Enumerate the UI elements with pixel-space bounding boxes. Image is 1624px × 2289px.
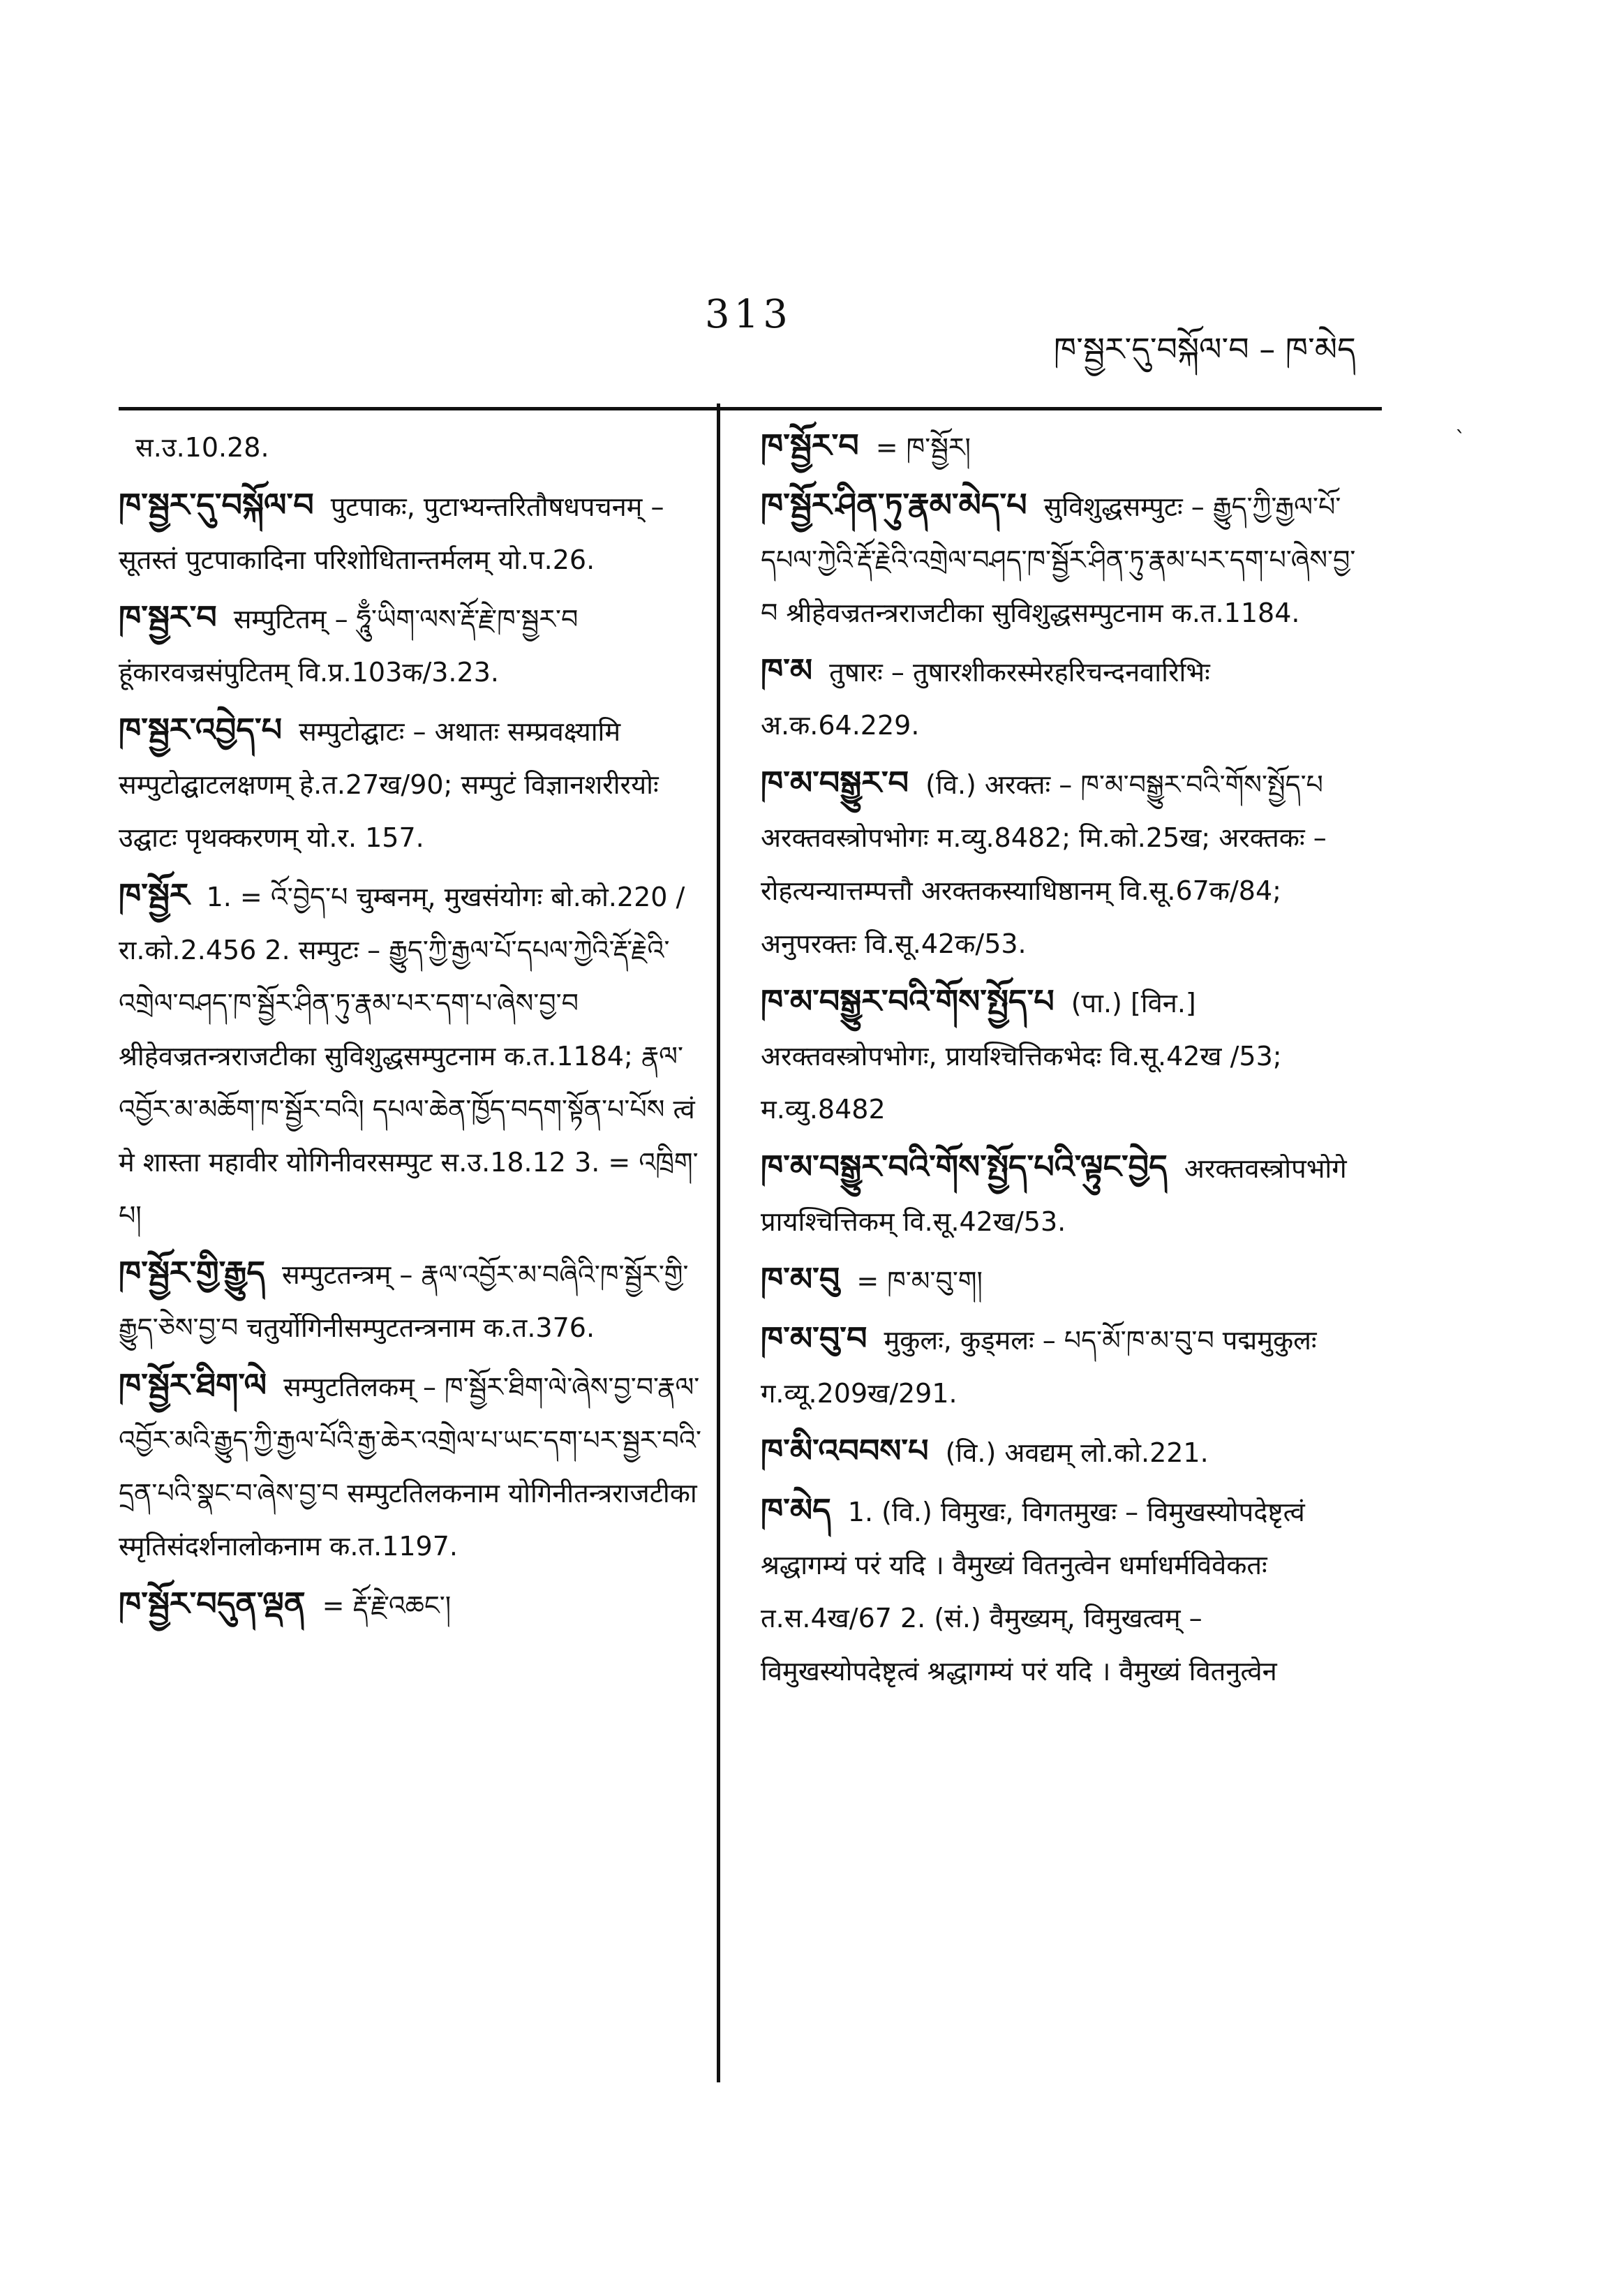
dictionary-entry	[761, 756, 1361, 970]
left-column	[119, 419, 701, 1636]
top-rule	[119, 407, 1382, 410]
dictionary-entry	[119, 703, 701, 864]
dictionary-entry	[119, 1358, 701, 1573]
definition: 1. (वि.) विमुखः, विगतमुखः – विमुखस्योपदेष्टृत्वं श्रद्धागम्यं परं यदि । वैमुख्यं वितनुत्वेन धर्माधर्मविवेकतः त.स.4ख/67 2. (सं.) वैमुख्यम्, विमुखत्वम् – विमुखस्योपदेष्टृत्वं श्रद्धागम्यं परं यदि । वैमुख्यं वितनुत्वेन	[761, 1497, 1305, 1687]
dictionary-entry	[761, 1424, 1361, 1479]
dictionary-entry	[119, 1577, 701, 1632]
definition: पुटपाकः, पुटाभ्यन्तरितौषधपचनम् – सूतस्तं पुटपाकादिना परिशोधितान्तर्मलम् यो.प.26.	[119, 491, 664, 575]
dictionary-entry	[119, 868, 701, 1242]
column-divider	[717, 403, 720, 2082]
definition: सम्पुटतिलकम् – ཁ་སྦྱོར་ཐིག་ལེ་ཞེས་བྱ་བ་རྣལ་འབྱོར་མའི་རྒྱུད་ཀྱི་རྒྱལ་པོའི་རྒྱ་ཆེར་འགྲེལ་པ་ཡང་དག་པར་སྦྱར་བའི་དྲན་པའི་སྣང་བ་ཞེས་བྱ་བ सम्पुटतिलकनाम योगिनीतन्त्रराजटीका स्मृतिसंदर्शनालोकनाम क.त.1197.	[119, 1372, 701, 1562]
headword: ཁ་སྦྱོར་གྱི་རྒྱུད	[119, 1254, 265, 1291]
headword: ཁ་སྦྱར་དུ་བསྐོལ་བ	[119, 486, 314, 524]
dictionary-entry	[119, 478, 701, 586]
definition: अरक्तवस्त्रोपभोगे प्रायश्चित्तिकम् वि.सू.42ख/53.	[761, 1153, 1347, 1237]
dictionary-entry	[761, 1252, 1361, 1308]
definition: मुकुलः, कुड्मलः – པད་མོ་ཁ་མ་བུ་བ पद्ममुकुलः ग.व्यू.209ख/291.	[761, 1325, 1317, 1409]
headword: ཁ་མ་བསྒྱུར་བའི་གོས་སྤྱོད་པ	[761, 982, 1055, 1020]
headword: ཁ་སྦྱོར	[119, 876, 190, 914]
definition: सम्पुटोद्घाटः – अथातः सम्प्रवक्ष्यामि सम्पुटोद्घाटलक्षणम् हे.त.27ख/90; सम्पुटं विज्ञानशरीरयोः उद्घाटः पृथक्करणम् यो.र. 157.	[119, 716, 659, 853]
definition: सम्पुटितम् – ཧཱུྃ་ཡིག་ལས་རྡོ་རྗེ་ཁ་སྦྱར་བ हूंकारवज्रसंपुटितम् वि.प्र.103क/3.23.	[119, 604, 579, 688]
headword: ཁ་མ་བུ	[761, 1260, 840, 1298]
definition: = ཁ་མ་བུ་ག།	[856, 1266, 983, 1296]
dictionary-entry	[761, 1483, 1361, 1698]
definition: (पा.) [विन.] अरक्तवस्त्रोपभोगः, प्रायश्चित्तिकभेदः वि.सू.42ख /53; म.व्यु.8482	[761, 988, 1282, 1125]
definition: तुषारः – तुषारशीकरस्मेरहरिचन्दनवारिभिः अ.क.64.229.	[761, 657, 1210, 741]
definition: सुविशुद्धसम्पुटः – རྒྱུད་ཀྱི་རྒྱལ་པོ་དཔལ་ཀྱེའི་རྡོ་རྗེའི་འགྲེལ་བཤད་ཁ་སྦྱོར་ཤིན་ཏུ་རྣམ་པར་དག་པ་ཞེས་བྱ་བ श्रीहेवज्रतन्त्रराजटीका सुविशुद्धसम्पुटनाम क.त.1184.	[761, 491, 1356, 628]
headword: ཁ་སྦྱོར་ཐིག་ལེ	[119, 1366, 267, 1404]
definition: 1. = འོ་བྱེད་པ चुम्बनम्, मुखसंयोगः बो.को.220 / रा.को.2.456 2. सम्पुटः – རྒྱུད་ཀྱི་རྒྱལ་པོ་དཔལ་ཀྱེའི་རྡོ་རྗེའི་འགྲེལ་བཤད་ཁ་སྦྱོར་ཤིན་ཏུ་རྣམ་པར་དག་པ་ཞེས་བྱ་བ श्रीहेवज्रतन्त्रराजटीका सुविशुद्धसम्पुटनाम क.त.1184; རྣལ་འབྱོར་མ་མཆོག་ཁ་སྦྱོར་བའི། དཔལ་ཆེན་ཁྱོད་བདག་སྟོན་པ་པོས त्वं मे शास्ता महावीर योगिनीवरसम्पुट स.उ.18.12 3. = འཁྲིག་པ།	[119, 882, 699, 1231]
dictionary-entry	[119, 591, 701, 699]
dictionary-entry	[119, 419, 701, 474]
headword: ཁ་སྦྱོར་བདུན་ལྡན	[119, 1585, 306, 1622]
page-number: 313	[705, 292, 792, 337]
headword: ཁ་སྦྱར་བ	[119, 598, 217, 636]
dictionary-entry	[119, 1246, 701, 1354]
headword: ཁ་སྦྱོར་བ	[761, 427, 859, 464]
definition: = ཁ་སྦྱོར།	[875, 432, 971, 463]
dictionary-entry	[761, 975, 1361, 1136]
headword: ཁ་མ་བུ་བ	[761, 1319, 867, 1357]
stray-mark: `	[1455, 427, 1466, 452]
running-head: ཁ་སྦྱར་དུ་བསྐོལ་བ – ཁ་མེད	[1054, 330, 1356, 368]
dictionary-entry	[761, 1140, 1361, 1248]
headword: ཁ་མ་བསྒྱུར་བ	[761, 764, 909, 801]
dictionary-entry	[761, 1312, 1361, 1420]
headword: ཁ་མ་བསྒྱུར་བའི་གོས་སྤྱོད་པའི་ལྟུང་བྱེད	[761, 1148, 1168, 1185]
headword: ཁ་སྦྱོར་ཤིན་ཏུ་རྣམ་མེད་པ	[761, 486, 1027, 524]
definition: (वि.) अवद्यम् लो.को.221.	[945, 1437, 1209, 1468]
definition: (वि.) अरक्तः – ཁ་མ་བསྒྱུར་བའི་གོས་སྤྱོད་པ अरक्तवस्त्रोपभोगः म.व्यु.8482; मि.को.25ख; अरक्तकः – रोहत्यन्यात्तम्पत्तौ अरक्तकस्याधिष्ठानम् वि.सू.67क/84; अनुपरक्तः वि.सू.42क/53.	[761, 769, 1327, 959]
definition: स.उ.10.28.	[135, 432, 269, 463]
dictionary-entry	[761, 644, 1361, 752]
definition: = རྡོ་རྗེ་འཆང་།	[322, 1590, 452, 1621]
headword: ཁ་མ	[761, 651, 813, 689]
right-column	[761, 419, 1361, 1702]
definition: सम्पुटतन्त्रम् – རྣལ་འབྱོར་མ་བཞིའི་ཁ་སྦྱོར་གྱི་རྒྱུད་ཅེས་བྱ་བ चतुर्योगिनीसम्पुटतन्त्रनाम क.त.376.	[119, 1259, 689, 1343]
headword: ཁ་མི་འབབས་པ	[761, 1432, 929, 1469]
dictionary-entry	[761, 478, 1361, 639]
headword: ཁ་མེད	[761, 1491, 831, 1529]
dictionary-entry	[761, 419, 1361, 474]
headword: ཁ་སྦྱར་འབྱེད་པ	[119, 711, 283, 748]
